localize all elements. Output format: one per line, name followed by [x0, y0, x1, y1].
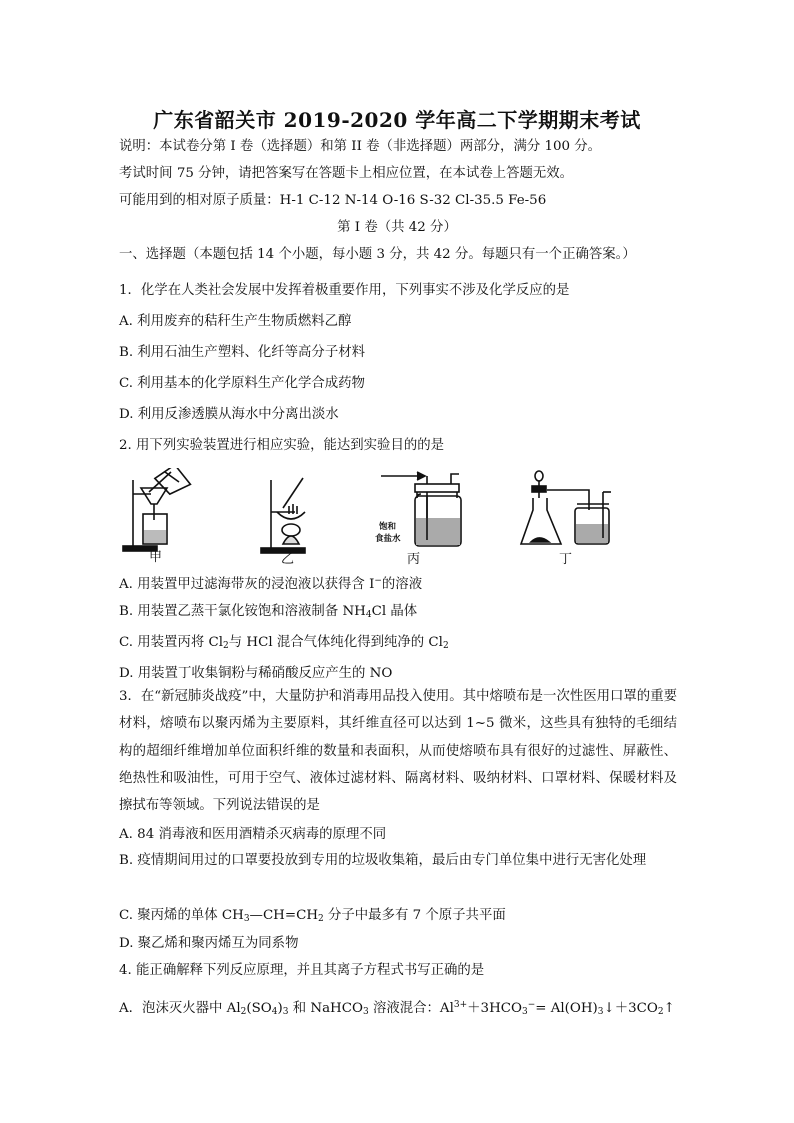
q3-option-b: B. 疫情期间用过的口罩要投放到专用的垃圾收集箱，最后由专门单位集中进行无害化处理	[119, 853, 647, 868]
q2-stem: 2. 用下列实验装置进行相应实验，能达到实验目的的是	[119, 438, 445, 453]
q2-apparatus-figures	[119, 468, 679, 573]
atomic-mass-line: 可能用到的相对原子质量：H-1 C-12 N-14 O-16 S-32 Cl-35.5 Fe-56	[119, 193, 547, 208]
q4-stem: 4. 能正确解释下列反应原理，并且其离子方程式书写正确的是	[119, 963, 485, 978]
q3-option-a: A. 84 消毒液和医用酒精杀灭病毒的原理不同	[119, 827, 387, 842]
apparatus-ding	[519, 468, 619, 568]
apparatus-label-jia: 甲	[149, 550, 163, 565]
q4-option-a: A．泡沫灭火器中 $Al_2(SO_4)_3$ 和 NaHCO$_3$ 溶液混合：$Al^{3+}+3HCO_3^-=$ $Al(OH)_3↓+3CO_2↑$	[119, 1000, 675, 1017]
exam-note-time: 考试时间 75 分钟，请把答案写在答题卡上相应位置，在本试卷上答题无效。	[119, 166, 574, 181]
q1-option-d: D. 利用反渗透膜从海水中分离出淡水	[119, 407, 339, 422]
apparatus-jia	[119, 468, 199, 568]
apparatus-label-yi: 乙	[281, 552, 295, 567]
q2-option-b: B. 用装置乙蒸干氯化铵饱和溶液制备 $NH_4Cl$ 晶体	[119, 604, 418, 620]
q1-stem: 1．化学在人类社会发展中发挥着极重要作用，下列事实不涉及化学反应的是	[119, 283, 570, 298]
apparatus-label-ding: 丁	[559, 552, 573, 567]
apparatus-bing-text-1: 饱和	[379, 522, 397, 532]
q2-option-c: C. 用装置丙将 $Cl_2$与 HCl 混合气体纯化得到纯净的 $Cl_2$	[119, 635, 449, 651]
page-title: 广东省韶关市 2019-2020 学年高二下学期期末考试	[153, 108, 641, 132]
q2-option-a: A. 用装置甲过滤海带灰的浸泡液以获得含 I−的溶液	[119, 576, 423, 592]
exam-note-scoring: 说明：本试卷分第 I 卷（选择题）和第 II 卷（非选择题）两部分，满分 100 分。	[119, 139, 602, 154]
q2-option-d: D. 用装置丁收集铜粉与稀硝酸反应产生的 NO	[119, 666, 393, 681]
apparatus-bing-text-2: 食盐水	[375, 534, 401, 544]
apparatus-yi	[259, 468, 339, 568]
q3-option-c: C. 聚丙烯的单体 $CH_3—CH=CH_2$ 分子中最多有 7 个原子共平面	[119, 908, 506, 924]
section-description: 一、选择题（本题包括 14 个小题，每小题 3 分，共 42 分。每题只有一个正确答案。）	[119, 247, 636, 262]
apparatus-bing	[377, 468, 467, 568]
section-title: 第 I 卷（共 42 分）	[337, 220, 457, 235]
q3-option-d: D. 聚乙烯和聚丙烯互为同系物	[119, 936, 299, 951]
q1-option-a: A. 利用废弃的秸秆生产生物质燃料乙醇	[119, 314, 352, 329]
q1-option-c: C. 利用基本的化学原料生产化学合成药物	[119, 376, 365, 391]
q3-stem: 3．在“新冠肺炎战疫”中，大量防护和消毒用品投入使用。其中熔喷布是一次性医用口罩的重要材料，熔喷布以聚丙烯为主要原料，其纤维直径可以达到 1~5 微米，这些具有独特的毛细结构的超细纤维增加单位面积纤维的数量和表面积，从而使熔喷布具有很好的过滤性、屏蔽性、绝热性和吸油性，可用于空气、液体过滤材料、隔离材料、吸纳材料、口罩材料、保暖材料及擦拭布等领域。下列说法错误的是	[119, 689, 677, 814]
apparatus-label-bing: 丙	[407, 552, 421, 567]
q1-option-b: B. 利用石油生产塑料、化纤等高分子材料	[119, 345, 365, 360]
